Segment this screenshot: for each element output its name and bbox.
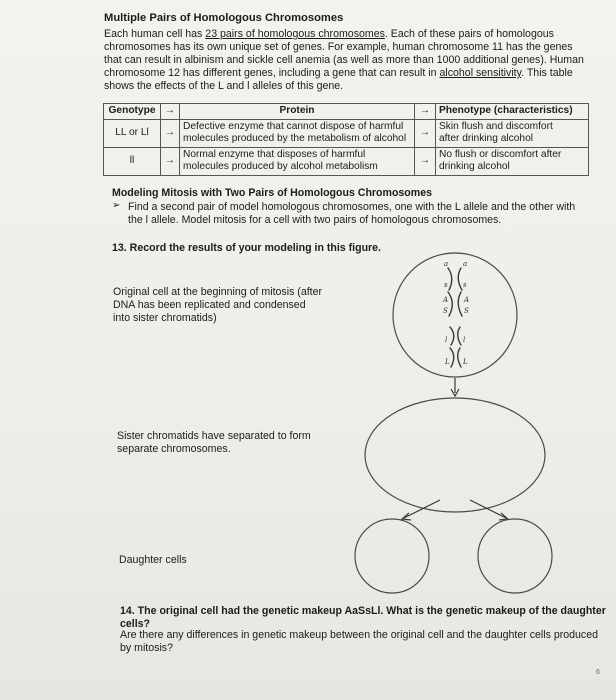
- cell-genotype: LL or Ll: [104, 119, 161, 147]
- cell-protein: Normal enzyme that disposes of harmful molecules produced by alcohol metabolism: [180, 147, 415, 175]
- cell-arrow: →: [161, 147, 180, 175]
- chromosome-stroke: [458, 268, 462, 290]
- chromosome-stroke: [458, 292, 462, 316]
- separated-cell-ellipse[interactable]: [365, 398, 545, 512]
- intro-line-5: shows the effects of the L and l alleles of this gene.: [104, 80, 344, 92]
- chromosome-stroke: [458, 348, 461, 367]
- intro-line-1: Each human cell has 23 pairs of homologous chromosomes. Each of these pairs of homologous: [104, 28, 554, 40]
- bullet-arrow-icon: ➢: [112, 200, 121, 211]
- left-arrow-line: [404, 500, 440, 518]
- header-genotype: Genotype: [104, 104, 161, 120]
- original-cell-circle[interactable]: [393, 253, 517, 377]
- daughter-cells-label: Daughter cells: [119, 554, 187, 566]
- cell-protein: Defective enzyme that cannot dispose of harmful molecules produced by the metabolism of alcohol: [180, 119, 415, 147]
- chromosome-stroke: [448, 292, 452, 316]
- cell-phenotype: Skin flush and discomfort after drinking alcohol: [436, 119, 589, 147]
- term-23-pairs: 23 pairs of homologous chromosomes: [205, 28, 385, 40]
- question-13-prompt: 13. Record the results of your modeling in this figure.: [112, 242, 382, 254]
- header-phenotype: Phenotype (characteristics): [436, 104, 589, 120]
- intro-line-2: chromosomes has its own unique set of genes. For example, human chromosome 11 has the genes: [104, 41, 573, 53]
- question-14-followup-2: by mitosis?: [120, 642, 173, 654]
- allele-label: L: [463, 358, 468, 366]
- pencil-chromosome-drawings: [448, 268, 462, 367]
- cell-arrow-2: →: [415, 147, 436, 175]
- cell-phenotype: No flush or discomfort after drinking alcohol: [436, 147, 589, 175]
- allele-label: l: [463, 336, 466, 344]
- allele-label: s: [444, 281, 448, 289]
- intro-line-3: that can result in albinism and sickle cell anemia (as well as more than 1000 additional genes). Human: [104, 54, 584, 66]
- header-protein: Protein: [180, 104, 415, 120]
- allele-label: l: [445, 336, 448, 344]
- chromosome-stroke: [458, 327, 461, 345]
- chromosome-stroke: [450, 327, 454, 345]
- cell-genotype: ll: [104, 147, 161, 175]
- chromosome-stroke: [450, 348, 454, 367]
- allele-label: s: [463, 281, 467, 289]
- header-arrow-2: →: [415, 104, 436, 120]
- allele-label: L: [445, 358, 450, 366]
- allele-label: S: [443, 307, 448, 315]
- modeling-instruction-2: the l allele. Model mitosis for a cell with two pairs of homologous chromosomes.: [128, 214, 502, 226]
- daughter-cell-left[interactable]: [355, 519, 429, 593]
- modeling-instruction-1: Find a second pair of model homologous chromosomes, one with the L allele and the other with: [128, 201, 576, 213]
- cell-arrow-2: →: [415, 119, 436, 147]
- daughter-cell-right[interactable]: [478, 519, 552, 593]
- question-14-prompt: 14. The original cell had the genetic makeup AaSsLl. What is the genetic makeup of the daughter cells?: [120, 605, 606, 631]
- allele-label: S: [464, 307, 469, 315]
- right-arrow-line: [470, 500, 506, 518]
- page-number: 6: [596, 669, 600, 676]
- section-title: Multiple Pairs of Homologous Chromosomes: [104, 12, 344, 24]
- original-cell-label-3: into sister chromatids): [113, 312, 217, 324]
- original-cell-label-2: DNA has been replicated and condensed: [113, 299, 306, 311]
- separated-label-2: separate chromosomes.: [117, 443, 231, 455]
- term-alcohol-sensitivity: alcohol sensitivity: [439, 67, 522, 79]
- modeling-title: Modeling Mitosis with Two Pairs of Homologous Chromosomes: [112, 187, 432, 199]
- cell-arrow: →: [161, 119, 180, 147]
- chromosome-stroke: [448, 268, 452, 290]
- original-cell-label-1: Original cell at the beginning of mitosis (after: [113, 286, 323, 298]
- allele-label: a: [444, 260, 449, 268]
- allele-label: A: [443, 296, 449, 304]
- intro-line-4: chromosome 12 has different genes, including a gene that can result in alcohol sensitivity. This table: [104, 67, 573, 79]
- pencil-allele-labels: [442, 260, 469, 366]
- allele-label: a: [463, 260, 468, 268]
- header-arrow: →: [161, 104, 180, 120]
- separated-label-1: Sister chromatids have separated to form: [117, 430, 311, 442]
- question-14-followup-1: Are there any differences in genetic makeup between the original cell and the daughter cells produced: [120, 629, 599, 641]
- allele-label: A: [464, 296, 470, 304]
